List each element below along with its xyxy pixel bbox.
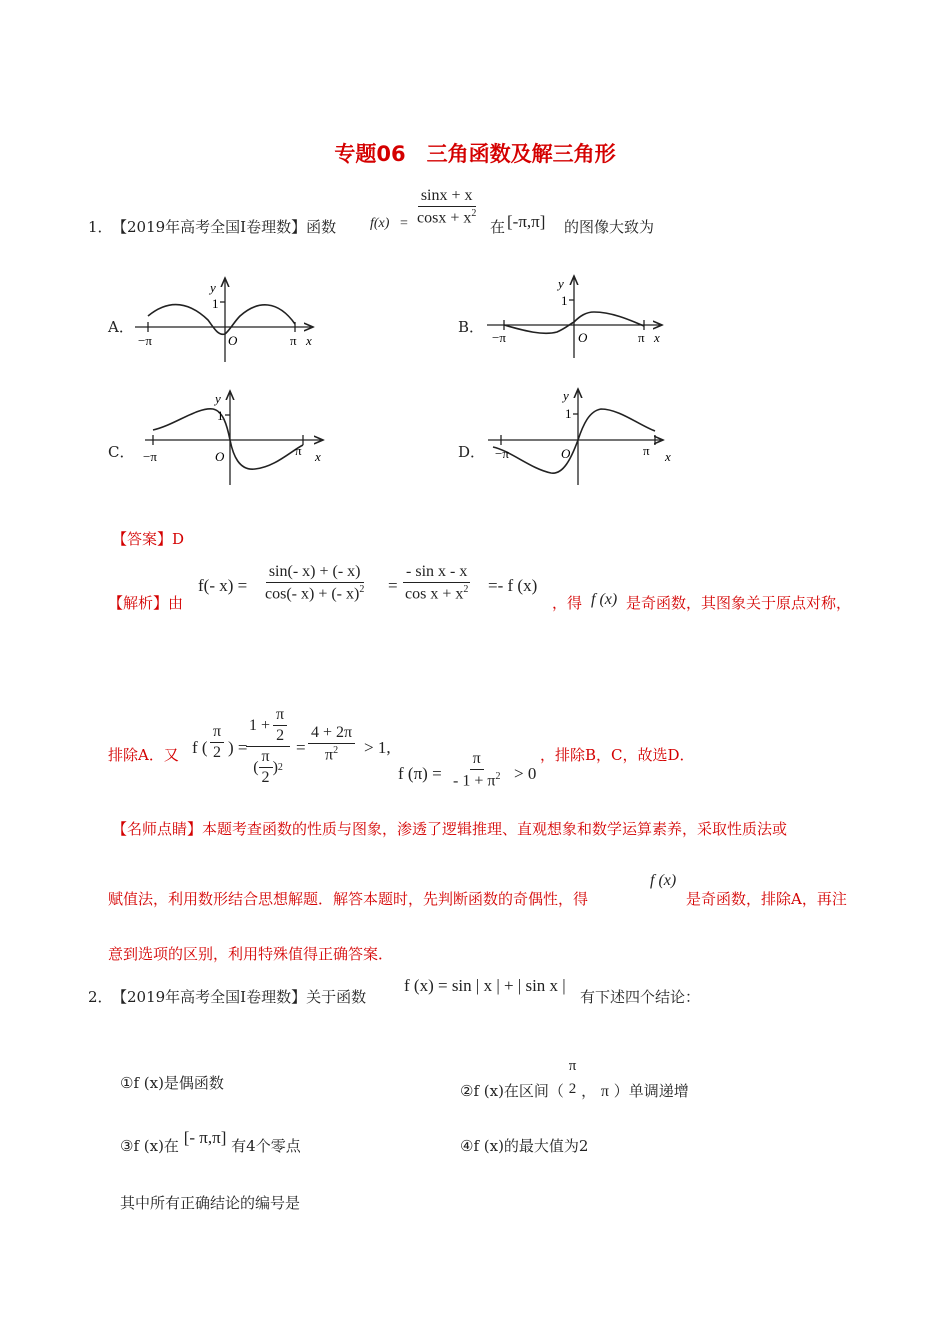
q1-mid: 在 [490,218,506,236]
graph-d-origin-label: O [561,446,571,461]
tip-fx: f (x) [650,872,677,889]
q1-eq: = [400,216,408,231]
graph-d [483,385,683,495]
tip-line3: 意到选项的区别，利用特殊值得正确答案． [108,945,394,963]
graph-b-x-label: x [654,330,660,345]
analysis-frac2-num: - sin x - x [403,563,470,583]
graph-b-origin-label: O [578,330,588,345]
tip-line1-text: 本题考查函数的性质与图象，渗透了逻辑推理、直观想象和数学运算素养，采取性质法或 [202,820,788,838]
q1-fraction [414,187,479,227]
analysis-frac4 [450,750,503,790]
graph-b-pi-label: π [638,330,645,345]
answer-value: D [172,530,185,548]
graph-c-neg-pi-label: −π [143,449,157,464]
analysis-half-pi [210,723,224,762]
tip-prefix: 【名师点睛】 [112,820,203,838]
analysis-frac2-den-sup: 2 [463,584,469,595]
analysis-big-den-open: ( [253,758,259,776]
analysis-fx: f (x) [591,591,618,608]
graph-d-curve [493,409,655,473]
analysis-big-num-frac [273,706,287,745]
tip-line2a: 赋值法，利用数形结合思想解题．解答本题时，先判断函数的奇偶性，得 [108,890,589,908]
q2-c2-frac-num: π [568,1058,577,1074]
graph-d-pi-label: π [643,443,650,458]
q2-c2-frac-den: 2 [568,1081,577,1097]
analysis-big-den-pi: π [259,748,273,768]
q2-conclusion-1: ①f (x)是偶函数 [120,1074,224,1092]
answer-prefix: 【答案】 [112,530,173,548]
analysis-frac2-den-text: cos x + x [405,585,464,603]
analysis-big-den-two: 2 [261,769,270,786]
analysis-frac3-den-text: π [325,746,334,764]
graph-c-x-label: x [315,449,321,464]
analysis-rhs: =- f (x) [488,576,538,595]
graph-a-y-label: y [210,280,216,295]
analysis-lhs: f(- x) = [198,576,248,595]
graph-a [130,272,330,372]
tip-line2b: 是奇函数，排除A，再注 [686,890,847,908]
answer-line [112,528,184,549]
analysis-frac4-den-text: - 1 + π [453,772,496,790]
q2-c2-a: ②f (x)在区间（ [460,1082,564,1100]
q2-c3-a: ③f (x)在 [120,1137,179,1155]
q2-c2-c: π [600,1083,609,1100]
analysis-frac3-num: 4 + 2π [308,724,355,744]
analysis-frac2-den [402,583,471,603]
q1-source: 【2019年高考全国Ⅰ卷理数】函数 [112,218,337,236]
analysis-eq2: = [388,576,398,595]
tip-line1 [112,818,787,839]
graph-d-x-label: x [665,449,671,464]
graph-a-one-label: 1 [212,296,219,311]
q1-denominator [414,207,479,227]
q2-c2-frac [569,1058,577,1098]
q2-c3-b: 有4个零点 [231,1137,301,1155]
q2-question: 其中所有正确结论的编号是 [120,1194,301,1212]
analysis-big-den-sup: 2 [277,762,283,773]
analysis-frac3 [308,724,355,764]
graph-a-pi-label: π [290,333,297,348]
q2-c2-d: ）单调递增 [613,1082,689,1100]
analysis-big-num-two: 2 [276,727,285,744]
analysis-half-pi-num: π [210,723,224,743]
graph-b [482,270,682,370]
q1-den-text: cosx + x [417,209,472,227]
analysis-frac3-den-sup: 2 [333,745,339,756]
analysis-frac3-den [322,744,341,764]
q1-den-sup: 2 [471,208,477,219]
analysis-frac4-den [450,770,503,790]
option-b-label: B． [458,318,485,336]
analysis-frac1 [262,563,367,603]
analysis-prefix: 【解析】由 [108,594,184,612]
graph-b-neg-pi-label: −π [492,330,506,345]
analysis-eq3: = [296,738,306,757]
analysis-gt0: > 0 [514,764,537,783]
q2-number: 2． [88,988,113,1006]
analysis-big-num-text: 1 + [249,716,271,734]
graph-a-origin-label: O [228,333,238,348]
q2-formula: f (x) = sin | x | + | sin x | [404,976,566,995]
q1-number: 1． [88,218,113,236]
analysis-line2-prefix: 排除A．又 [108,746,179,764]
graph-d-neg-pi-label: −π [495,446,509,461]
analysis-f-pi: f (π) = [398,764,442,783]
graph-c-origin-label: O [215,449,225,464]
analysis-half-pi-den: 2 [213,744,222,761]
analysis-f-half-pi: f ( [192,738,208,757]
analysis-big-num [246,706,290,747]
q2-c3-interval: [- π,π] [183,1128,227,1147]
q1-numerator: sinx + x [418,187,476,207]
analysis-frac2 [402,563,471,603]
analysis-frac1-den-sup: 2 [359,584,365,595]
graph-d-one-label: 1 [565,406,572,421]
q1-func: f(x) [370,216,390,231]
analysis-text1: ，得 [552,594,583,612]
q2-conclusion-2 [460,1058,689,1112]
graph-c [135,385,335,495]
analysis-big-num-pi: π [273,706,287,726]
page-title: 专题06 三角函数及解三角形 [334,142,616,166]
option-a-label: A． [108,318,134,336]
graph-c-curve [153,409,303,469]
analysis-big-den-frac [259,748,273,787]
q1-interval: [-π,π] [507,212,546,231]
graph-c-y-label: y [215,391,221,406]
q2-tail: 有下述四个结论： [580,988,701,1006]
analysis-line2-tail: ，排除B，C，故选D． [540,746,695,764]
graph-b-y-label: y [558,276,564,291]
analysis-frac4-den-sup: 2 [495,771,501,782]
q1-tail: 的图像大致为 [564,218,655,236]
analysis-gt1: > 1, [364,738,391,757]
analysis-frac4-num: π [470,750,484,770]
q2-conclusion-4: ④f (x)的最大值为2 [460,1137,589,1155]
graph-a-curve [148,305,295,335]
analysis-big-frac [246,706,290,787]
graph-a-x-label: x [306,333,312,348]
analysis-frac1-num: sin(- x) + (- x) [266,563,364,583]
option-c-label: C． [108,443,135,461]
analysis-close-eq: ) = [228,738,248,757]
q2-source: 【2019年高考全国Ⅰ卷理数】关于函数 [112,988,367,1006]
q2-c2-b: ， [581,1082,597,1100]
graph-d-y-label: y [563,388,569,403]
option-d-label: D． [458,443,486,461]
analysis-big-den [250,747,286,787]
graph-a-neg-pi-label: −π [138,333,152,348]
graph-c-pi-label: π [295,443,302,458]
analysis-text2: 是奇函数，其图象关于原点对称， [626,594,852,612]
graph-b-one-label: 1 [561,293,568,308]
q2-conclusion-3 [120,1128,301,1156]
analysis-frac1-den-text: cos(- x) + (- x) [265,585,360,603]
analysis-frac1-den [262,583,367,603]
graph-c-one-label: 1 [217,408,224,423]
analysis-big-den-close: ) [272,758,278,776]
